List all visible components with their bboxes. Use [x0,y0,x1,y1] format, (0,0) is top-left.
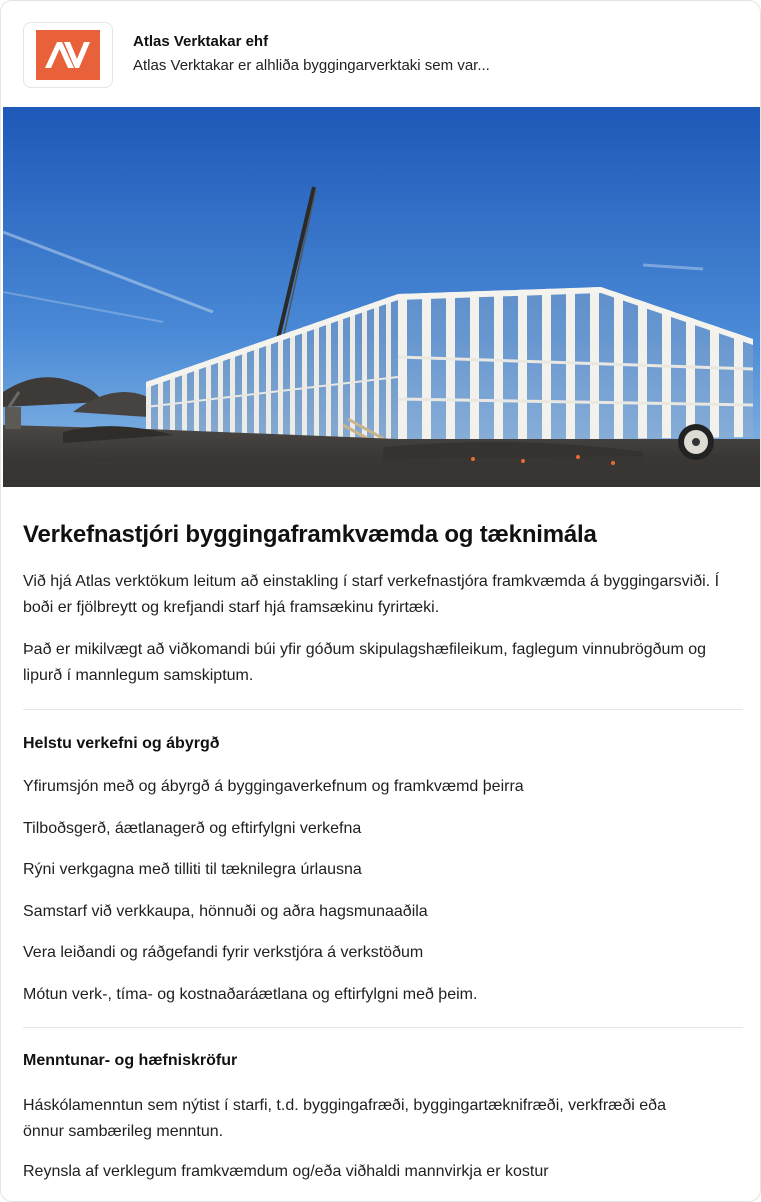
company-name[interactable]: Atlas Verktakar ehf [133,33,269,50]
list-item: Rýni verkgagna með tilliti til tæknilegra úrlausna [23,861,362,878]
hero-image [3,107,761,487]
company-logo[interactable] [23,22,113,88]
construction-site-photo [3,107,761,487]
list-item: Mótun verk-, tíma- og kostnaðaráætlana og eftirfylgni með þeim. [23,986,478,1003]
company-header[interactable] [1,1,760,107]
company-description: Atlas Verktakar er alhliða byggingarverktaki sem var... [133,57,490,74]
list-item: Samstarf við verkkaupa, hönnuði og aðra hagsmunaaðila [23,903,428,920]
section-title-qualifications: Menntunar- og hæfniskröfur [23,1052,238,1069]
intro-paragraph: Það er mikilvægt að viðkomandi búi yfir góðum skipulagshæfileikum, faglegum vinnubrögðum og lipurð í mannlegum samskiptum. [23,641,707,684]
divider [23,709,743,710]
list-item: Tilboðsgerð, áætlanagerð og eftirfylgni verkefna [23,820,362,837]
divider [23,1027,743,1028]
av-logo-icon [36,30,100,80]
intro-paragraph: Við hjá Atlas verktökum leitum að einstakling í starf verkefnastjóra framkvæmda á byggingarsviði. Í boði er fjölbreytt og krefjandi starf hjá framsækinu fyrirtæki. [23,573,720,616]
list-item: Yfirumsjón með og ábyrgð á byggingaverkefnum og framkvæmd þeirra [23,778,524,795]
list-item: Vera leiðandi og ráðgefandi fyrir verkstjóra á verkstöðum [23,944,424,961]
section-title-responsibilities: Helstu verkefni og ábyrgð [23,735,220,752]
list-item: Reynsla af verklegum framkvæmdum og/eða viðhaldi mannvirkja er kostur [23,1163,549,1180]
job-title: Verkefnastjóri byggingaframkvæmda og tæknimála [23,521,597,548]
list-item: Háskólamenntun sem nýtist í starfi, t.d. byggingafræði, byggingartæknifræði, verkfræði eða önnur sambærileg menntun. [23,1097,666,1140]
logo-tile [36,30,100,80]
